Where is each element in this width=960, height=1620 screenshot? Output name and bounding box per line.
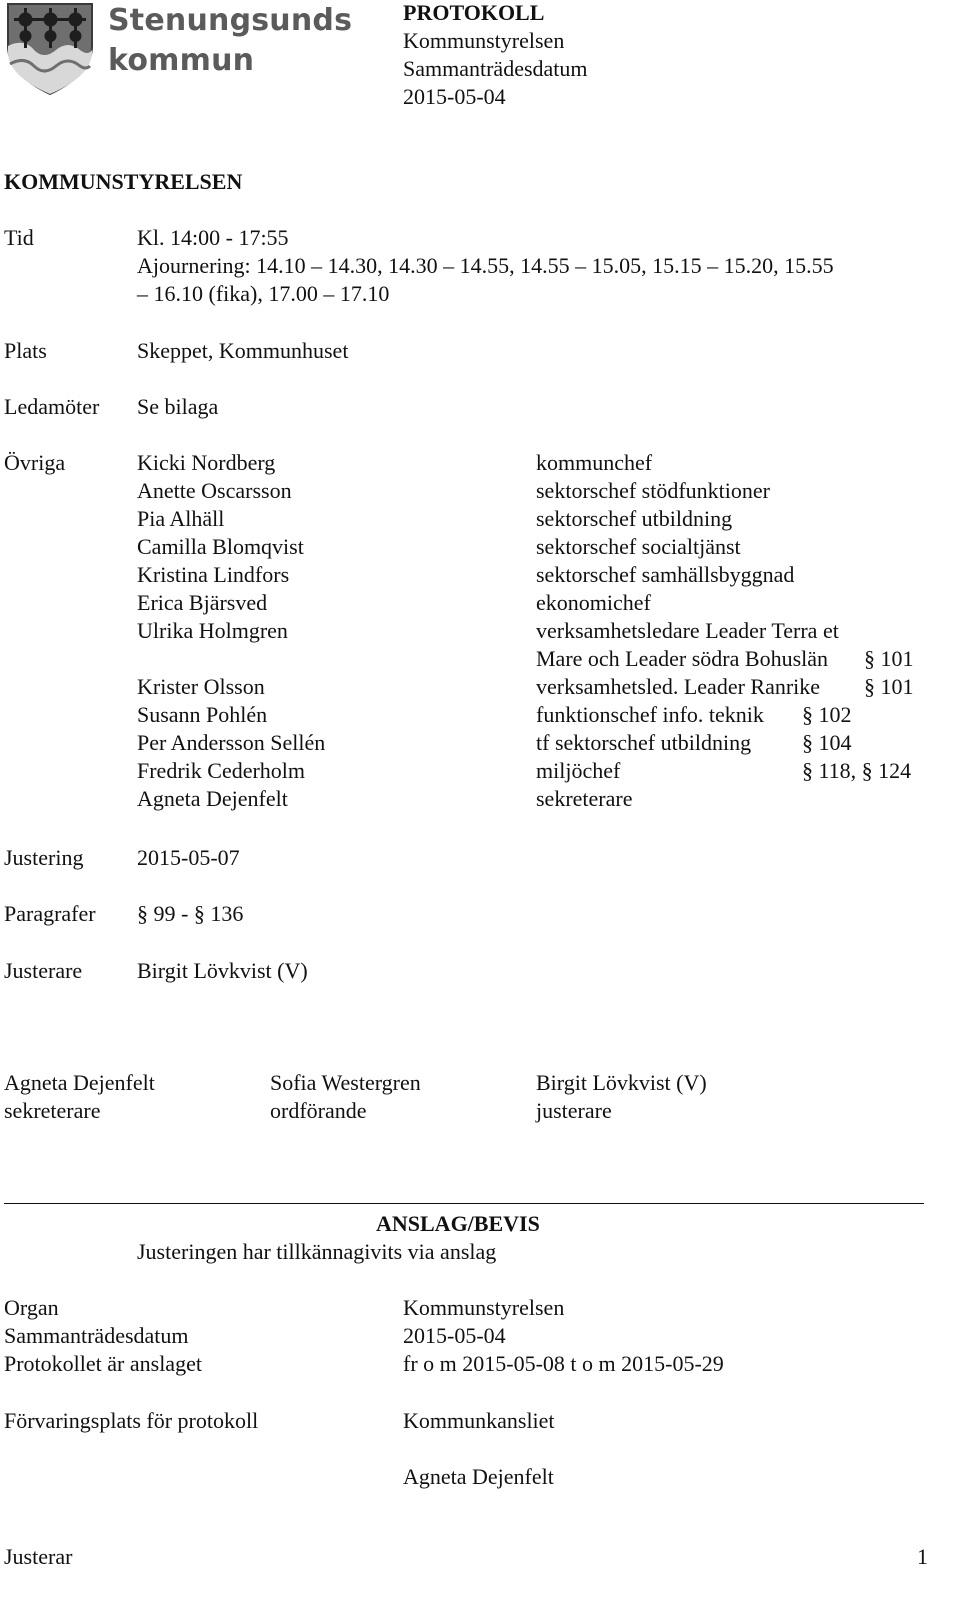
- ovriga-name: Fredrik Cederholm: [137, 758, 306, 783]
- anslag-title: ANSLAG/BEVIS: [376, 1211, 540, 1236]
- tid-line-3: – 16.10 (fika), 17.00 – 17.10: [137, 281, 390, 306]
- justering-value: 2015-05-07: [137, 845, 240, 870]
- logo-line-2: kommun: [108, 43, 255, 78]
- anslag-value: Kommunstyrelsen: [403, 1295, 565, 1320]
- signature-role: justerare: [536, 1098, 612, 1123]
- ovriga-name: Pia Alhäll: [137, 506, 225, 531]
- signature-role: sekreterare: [4, 1098, 101, 1123]
- anslag-label: Protokollet är anslaget: [4, 1351, 202, 1376]
- ovriga-paragraph: § 118, § 124: [802, 758, 912, 783]
- coat-of-arms-icon: [4, 2, 98, 98]
- ovriga-role: funktionschef info. teknik: [536, 702, 764, 727]
- anslag-label: Sammanträdesdatum: [4, 1323, 189, 1348]
- ovriga-name: Kicki Nordberg: [137, 450, 276, 475]
- header-date-label: Sammanträdesdatum: [403, 56, 588, 81]
- plats-value: Skeppet, Kommunhuset: [137, 338, 349, 363]
- ovriga-name: Agneta Dejenfelt: [137, 786, 288, 811]
- footer-justerare: Justerar: [4, 1544, 73, 1569]
- ovriga-paragraph: § 101: [864, 646, 914, 671]
- plats-label: Plats: [4, 338, 47, 363]
- ovriga-role: ekonomichef: [536, 590, 651, 615]
- page-title: KOMMUNSTYRELSEN: [4, 169, 243, 194]
- anslag-label: Organ: [4, 1295, 59, 1320]
- anslag-value: Kommunkansliet: [403, 1408, 555, 1433]
- justerare-value: Birgit Lövkvist (V): [137, 958, 308, 983]
- ovriga-role: Mare och Leader södra Bohuslän: [536, 646, 829, 671]
- ovriga-name: Per Andersson Sellén: [137, 730, 326, 755]
- ledamoter-label: Ledamöter: [4, 394, 100, 419]
- ovriga-label: Övriga: [4, 450, 66, 475]
- ovriga-name: Susann Pohlén: [137, 702, 268, 727]
- signature-role: ordförande: [270, 1098, 367, 1123]
- page-number: 1: [917, 1544, 928, 1569]
- ovriga-name: Anette Oscarsson: [137, 478, 292, 503]
- ovriga-paragraph: § 102: [802, 702, 852, 727]
- ovriga-paragraph: § 101: [864, 674, 914, 699]
- signature-name: Sofia Westergren: [270, 1070, 421, 1095]
- ovriga-role: miljöchef: [536, 758, 621, 783]
- tid-label: Tid: [4, 225, 34, 250]
- header-date: 2015-05-04: [403, 84, 506, 109]
- ovriga-role: verksamhetsled. Leader Ranrike: [536, 674, 821, 699]
- ovriga-name: Ulrika Holmgren: [137, 618, 288, 643]
- ovriga-role: sektorschef socialtjänst: [536, 534, 741, 559]
- ovriga-name: Kristina Lindfors: [137, 562, 290, 587]
- ovriga-name: Erica Bjärsved: [137, 590, 268, 615]
- anslag-value: 2015-05-04: [403, 1323, 506, 1348]
- ovriga-role: sektorschef samhällsbyggnad: [536, 562, 795, 587]
- anslag-subtitle: Justeringen har tillkännagivits via anslag: [137, 1239, 497, 1264]
- paragrafer-label: Paragrafer: [4, 901, 96, 926]
- tid-line-2: Ajournering: 14.10 – 14.30, 14.30 – 14.55, 14.55 – 15.05, 15.15 – 15.20, 15.55: [137, 253, 834, 278]
- logo-line-1: Stenungsunds: [108, 3, 353, 38]
- anslag-value: fr o m 2015-05-08 t o m 2015-05-29: [403, 1351, 724, 1376]
- signature-name: Agneta Dejenfelt: [4, 1070, 155, 1095]
- ovriga-name: Krister Olsson: [137, 674, 265, 699]
- ovriga-role: verksamhetsledare Leader Terra et: [536, 618, 839, 643]
- paragrafer-value: § 99 - § 136: [137, 901, 244, 926]
- ovriga-role: tf sektorschef utbildning: [536, 730, 752, 755]
- doc-type: PROTOKOLL: [403, 0, 545, 25]
- header-body: Kommunstyrelsen: [403, 28, 565, 53]
- municipality-logo: [4, 2, 353, 98]
- anslag-value: Agneta Dejenfelt: [403, 1464, 554, 1489]
- signature-name: Birgit Lövkvist (V): [536, 1070, 707, 1095]
- justerare-label: Justerare: [4, 958, 83, 983]
- ovriga-role: sektorschef stödfunktioner: [536, 478, 770, 503]
- ledamoter-value: Se bilaga: [137, 394, 219, 419]
- justering-label: Justering: [4, 845, 84, 870]
- tid-line-1: Kl. 14:00 - 17:55: [137, 225, 289, 250]
- divider-line: [4, 1203, 924, 1204]
- ovriga-role: kommunchef: [536, 450, 653, 475]
- ovriga-role: sekreterare: [536, 786, 633, 811]
- ovriga-paragraph: § 104: [802, 730, 852, 755]
- ovriga-role: sektorschef utbildning: [536, 506, 733, 531]
- anslag-label: Förvaringsplats för protokoll: [4, 1408, 259, 1433]
- ovriga-name: Camilla Blomqvist: [137, 534, 304, 559]
